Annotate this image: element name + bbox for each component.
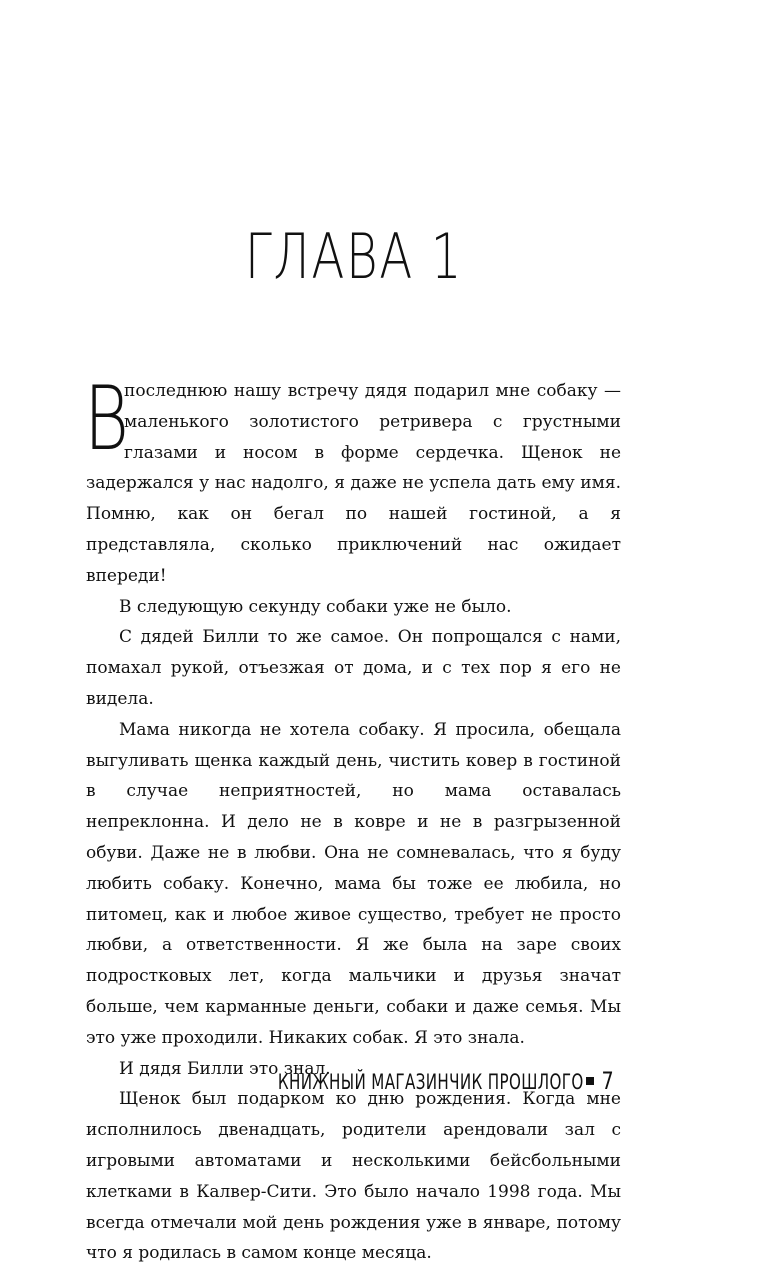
paragraph-6: Щенок был подарком ко дню рождения. Когда мне исполнилось двенадцать, родители арендовали зал с игровыми автоматами и несколькими бейсбольными клетками в Калвер-Сити. Это было начало 1998 года. Мы всегда отмечали мой день рождения уже в январе, потому что я родилась в самом конце месяца. [86, 1089, 621, 1264]
paragraph-3: С дядей Билли то же самое. Он попрощался с нами, помахал рукой, отъезжая от дома, и с тех пор я его не видела. [86, 627, 621, 709]
paragraph-2: В следующую секунду собаки уже не было. [119, 596, 512, 617]
paragraph-4: Мама никогда не хотела собаку. Я просила, обещала выгуливать щенка каждый день, чистить ковер в гостиной в случае неприятностей, но мама оставалась непреклонна. И дело не в ковре и не в разгрызенной обуви. Даже не в любви. Она не сомневалась, что я буду любить собаку. Конечно, мама бы тоже ее любила, но питомец, как и любое живое существо, требует не просто любви, а ответственности. Я же была на заре своих подростковых лет, когда мальчики и друзья значат больше, чем карманные деньги, собаки и даже семья. Мы это уже проходили. Никаких собак. Я это знала. [86, 719, 621, 1048]
paragraph-1 [84, 367, 621, 592]
chapter-body [84, 367, 621, 1269]
running-title: КНИЖНЫЙ МАГАЗИНЧИК ПРОШЛОГО [277, 1070, 584, 1094]
drop-cap: В [84, 367, 129, 470]
chapter-title: ГЛАВА 1 [244, 220, 464, 293]
page-number: 7 [601, 1067, 614, 1095]
footer-separator-square [586, 1077, 594, 1085]
paragraph-5: И дядя Билли это знал. [119, 1058, 331, 1079]
page-footer [159, 1068, 615, 1095]
paragraph-1-text: последнюю нашу встречу дядя подарил мне собаку — маленького золотистого ретривера с грустными глазами и носом в форме сердечка. Щенок не задержался у нас надолго, я даже не успела дать ему имя. Помню, как он бегал по нашей гостиной, а я представляла, сколько приключений нас ожидает впереди! [86, 381, 621, 586]
